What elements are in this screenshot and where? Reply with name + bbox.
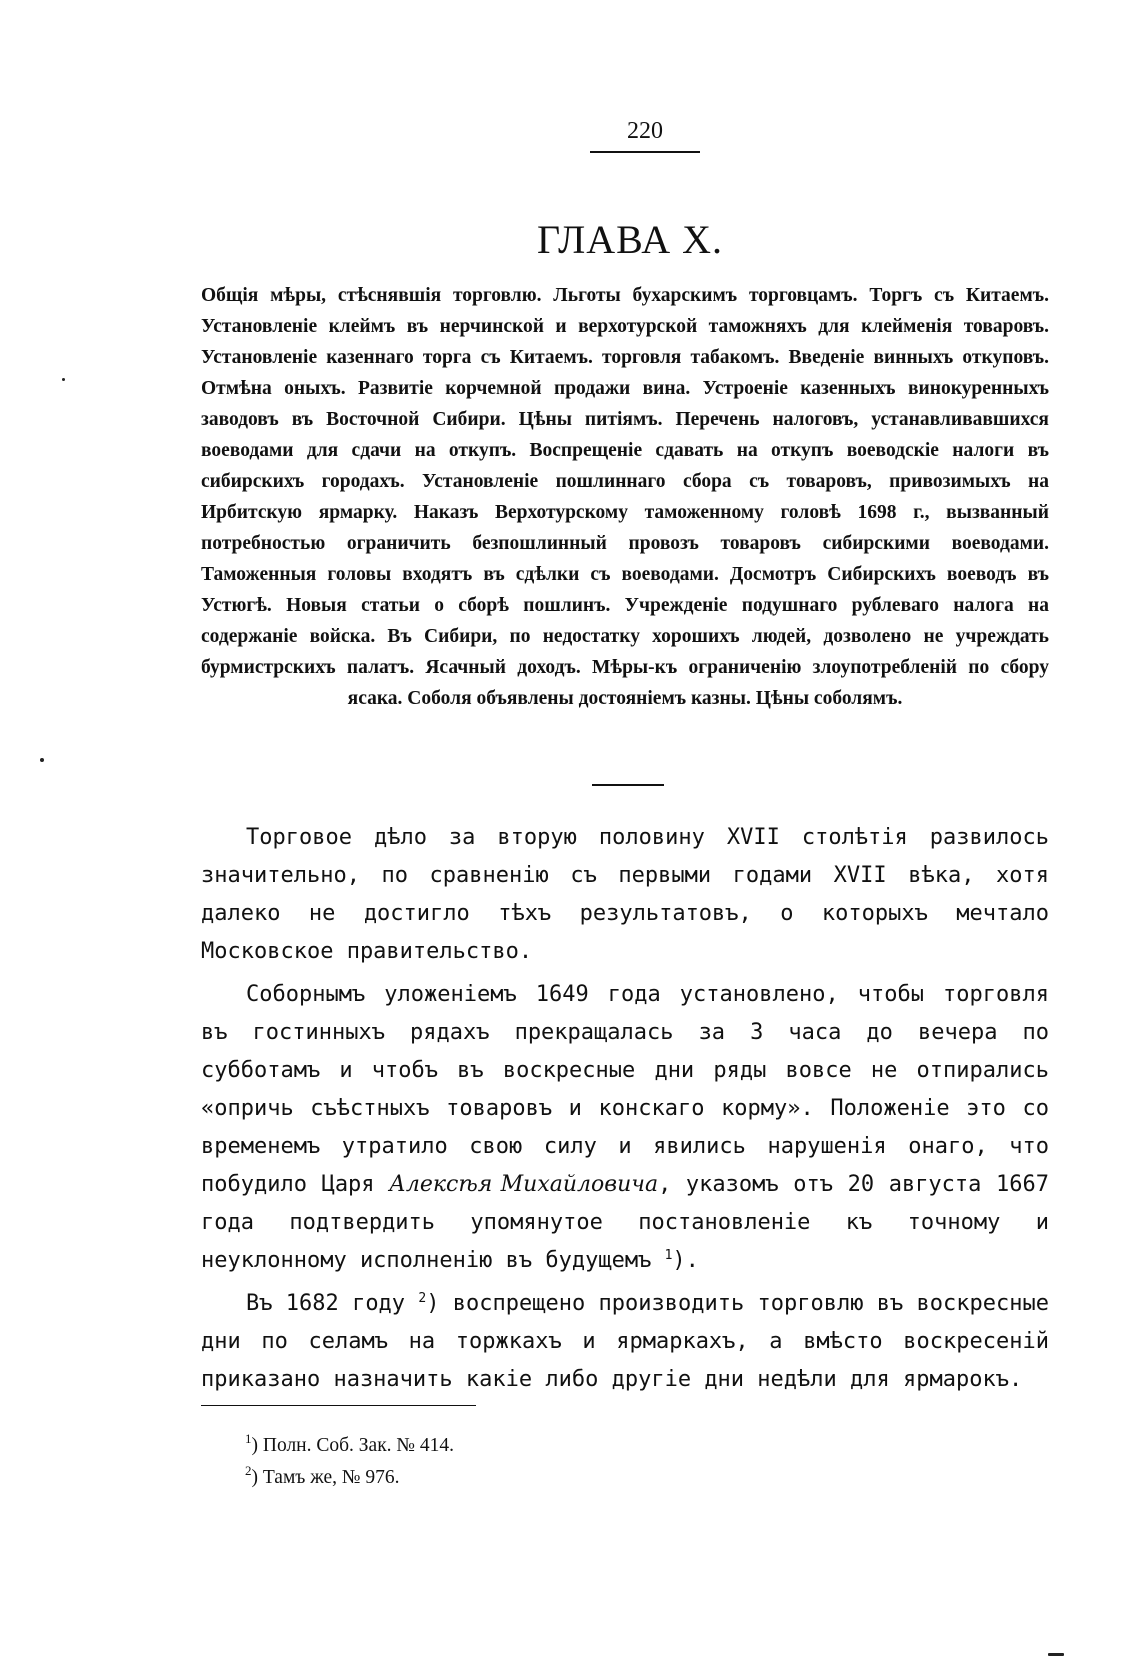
footnote-ref-2: 2 (418, 1291, 427, 1306)
paragraph-3 (201, 1285, 1049, 1399)
section-divider (592, 784, 664, 786)
scan-speck (40, 758, 44, 762)
footnote-1 (245, 1430, 845, 1462)
footnote-mark-2: 2 (245, 1463, 252, 1478)
paragraph-2 (201, 976, 1049, 1280)
footnotes (245, 1430, 845, 1494)
paragraph-2-part-a: Соборнымъ уложеніемъ 1649 года установлено, чтобы торговля въ гостинныхъ рядахъ прекращалась за 3 часа до вечера по субботамъ и чтобъ въ воскресные дни ряды вовсе не отпирались «опричь съѣстныхъ товаровъ и конскаго корму». Положеніе это со временемъ утратило свою силу и явились нарушенія онаго, что побудило Царя (201, 982, 1049, 1197)
chapter-title: ГЛАВА X. (536, 217, 724, 262)
paragraph-2-part-c: ). (672, 1248, 699, 1273)
paragraph-2-part-b: , указомъ отъ 20 августа 1667 года подтвердить упомянутое постановленіе къ точному и неуклонному исполненію въ будущемъ (201, 1172, 1050, 1273)
body-text (201, 819, 1049, 1404)
scan-speck (1048, 1653, 1064, 1656)
footnote-mark-1: 1 (245, 1431, 252, 1446)
paragraph-3-part-a: Въ 1682 году (246, 1291, 406, 1316)
footnote-ref-1: 1 (664, 1248, 673, 1263)
paragraph-1: Торговое дѣло за вторую половину XVII столѣтія развилось значительно, по сравненію съ первыми годами XVII вѣка, хотя далеко не достигло тѣхъ результатовъ, о которыхъ мечтало Московское правительство. (201, 825, 1049, 964)
footnote-2 (245, 1462, 845, 1494)
chapter-summary: Общія мѣры, стѣснявшія торговлю. Льготы бухарскимъ торговцамъ. Торгъ съ Китаемъ. Установленіе клеймъ въ нерчинской и верхотурской таможняхъ для клейменія товаровъ. Установленіе казеннаго торга съ Китаемъ. торговля табакомъ. Введеніе винныхъ откуповъ. Отмѣна оныхъ. Развитіе корчемной продажи вина. Устроеніе казенныхъ винокуренныхъ заводовъ въ Восточной Сибири. Цѣны питіямъ. Перечень налоговъ, устанавливавшихся воеводами для сдачи на откупъ. Воспрещеніе сдавать на откупъ воеводскіе налоги въ сибирскихъ городахъ. Установленіе пошлиннаго сбора съ товаровъ, привозимыхъ на Ирбитскую ярмарку. Наказъ Верхотурскому таможенному головѣ 1698 г., вызванный потребностью ограничить безпошлинный провозъ товаровъ сибирскими воеводами. Таможенныя головы входятъ въ сдѣлки съ воеводами. Досмотръ Сибирскихъ воеводъ въ Устюгѣ. Новыя статьи о сборѣ пошлинъ. Учрежденіе подушнаго рублеваго налога на содержаніе войска. Въ Сибири, по недостатку хорошихъ людей, дозволено не учреждать бурмистрскихъ палатъ. Ясачный доходъ. Мѣры-къ ограниченію злоупотребленій по сбору ясака. Соболя объявлены достояніемъ казны. Цѣны соболямъ. (201, 285, 1049, 709)
tsar-name: Алексѣя Михайловича (389, 1172, 659, 1197)
paragraph-3-part-b: ) воспрещено производить торговлю въ воскресные дни по селамъ на торжкахъ и ярмаркахъ, а вмѣсто воскресеній приказано назначить какіе либо другіе дни недѣли для ярмарокъ. (201, 1291, 1049, 1392)
page-number: 220 (590, 118, 700, 153)
footnote-divider (201, 1405, 476, 1406)
scan-speck (62, 378, 65, 381)
footnote-text-2: ) Тамъ же, № 976. (251, 1467, 400, 1488)
footnote-text-1: ) Полн. Соб. Зак. № 414. (251, 1435, 455, 1456)
